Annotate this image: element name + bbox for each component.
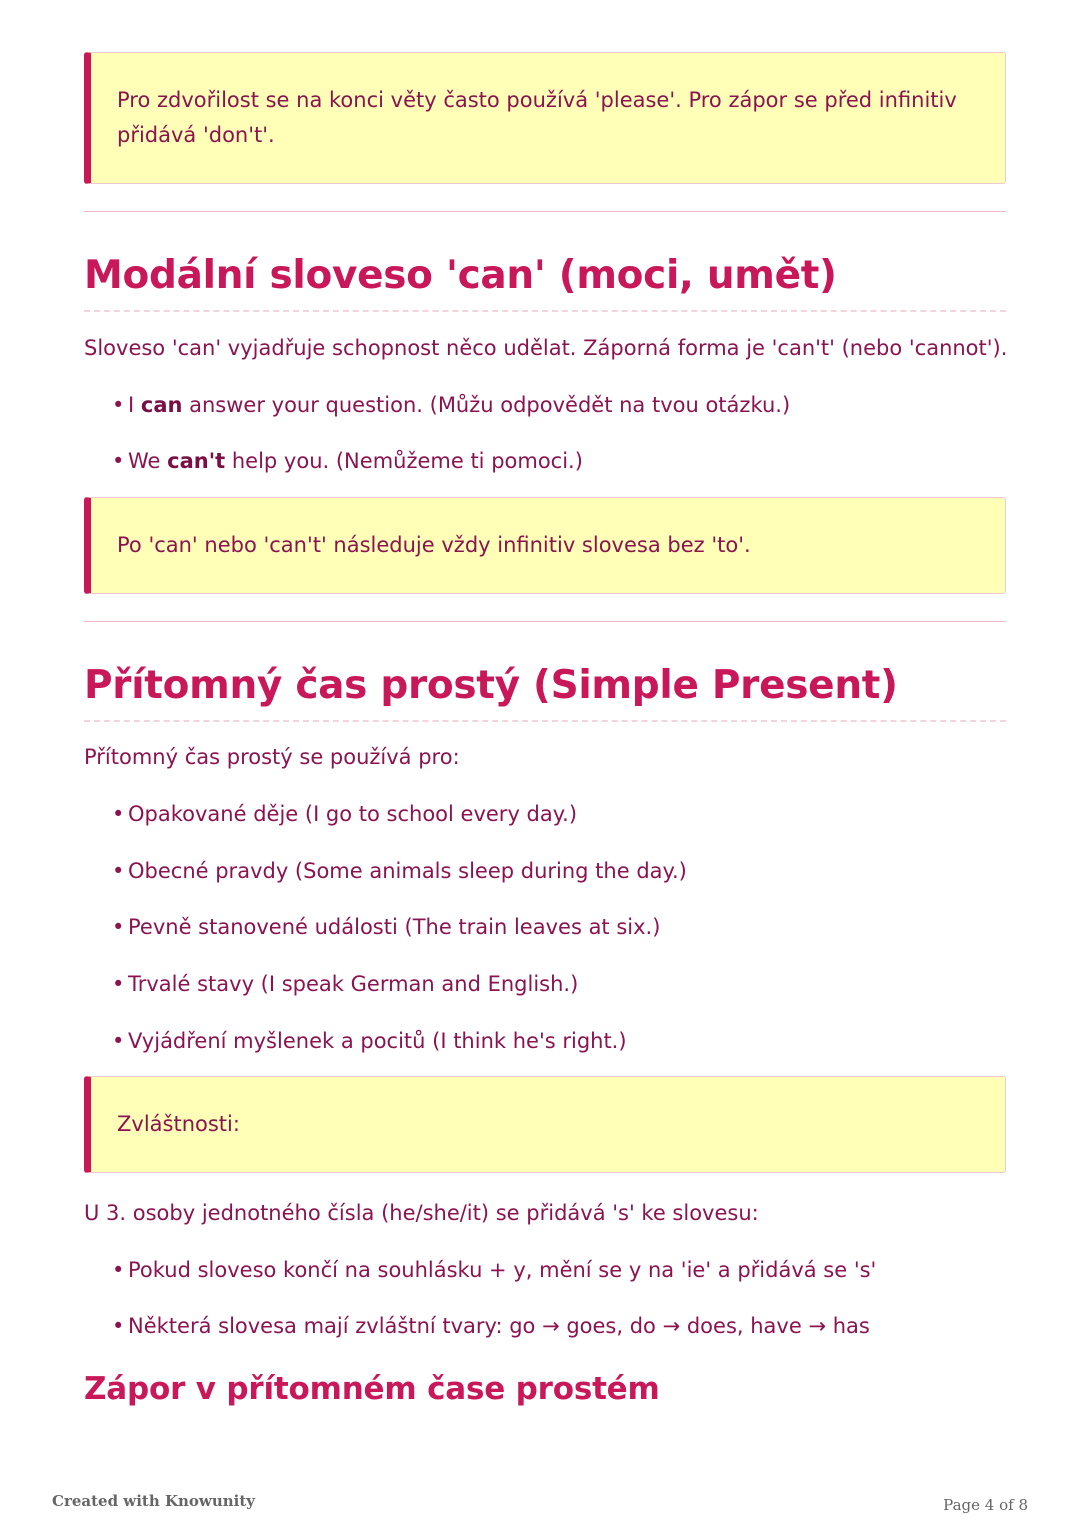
paragraph-third-person: U 3. osoby jednotného čísla (he/she/it) se přidává 's' ke slovesu: [84,1201,759,1225]
tip-box-can [84,497,1006,594]
tip-box-specifics [84,1076,1006,1173]
tip-box-please [84,52,1006,184]
tip-text: Zvláštnosti: [117,1112,240,1136]
tip-line: přidává 'don't'. [117,123,275,147]
list-item: • Pevně stanovené události (The train leaves at six.) [112,912,660,942]
bullet-dot: • [112,1314,125,1338]
bullet-dot: • [112,393,125,417]
bullet-dot: • [112,449,125,473]
list-item: • Obecné pravdy (Some animals sleep during the day.) [112,856,687,886]
page-number: Page 4 of 8 [943,1496,1028,1514]
list-item: • Vyjádření myšlenek a pocitů (I think he's right.) [112,1026,627,1056]
footer-credit: Created with Knowunity [52,1492,255,1510]
subsection-heading-negation: Zápor v přítomném čase prostém [84,1371,660,1407]
bullet-dot: • [112,915,125,939]
tip-text [117,83,957,153]
bullet-dot: • [112,802,125,826]
paragraph-can-intro: Sloveso 'can' vyjadřuje schopnost něco udělat. Záporná forma je 'can't' (nebo 'cannot'). [84,336,1008,360]
bullet-dot: • [112,972,125,996]
paragraph-present-intro: Přítomný čas prostý se používá pro: [84,745,460,769]
section-divider [84,621,1006,622]
list-item: • Pokud sloveso končí na souhlásku + y, mění se y na 'ie' a přidává se 's' [112,1255,876,1285]
list-item: • Trvalé stavy (I speak German and English.) [112,969,578,999]
list-item: • We can't help you. (Nemůžeme ti pomoci.) [112,446,583,476]
bullet-dot: • [112,1029,125,1053]
section-heading-simple-present: Přítomný čas prostý (Simple Present) [84,658,1006,722]
section-divider [84,211,1006,212]
section-heading-can: Modální sloveso 'can' (moci, umět) [84,248,1006,312]
bold-modal: can't [167,449,226,473]
list-item: • Některá slovesa mají zvláštní tvary: go → goes, do → does, have → has [112,1311,870,1341]
list-item: • I can answer your question. (Můžu odpovědět na tvou otázku.) [112,390,790,420]
bullet-dot: • [112,1258,125,1282]
bullet-dot: • [112,859,125,883]
list-item: • Opakované děje (I go to school every day.) [112,799,577,829]
tip-line: Pro zdvořilost se na konci věty často používá 'please'. Pro zápor se před infinitiv [117,88,957,112]
bold-modal: can [140,393,183,417]
tip-text: Po 'can' nebo 'can't' následuje vždy infinitiv slovesa bez 'to'. [117,533,751,557]
